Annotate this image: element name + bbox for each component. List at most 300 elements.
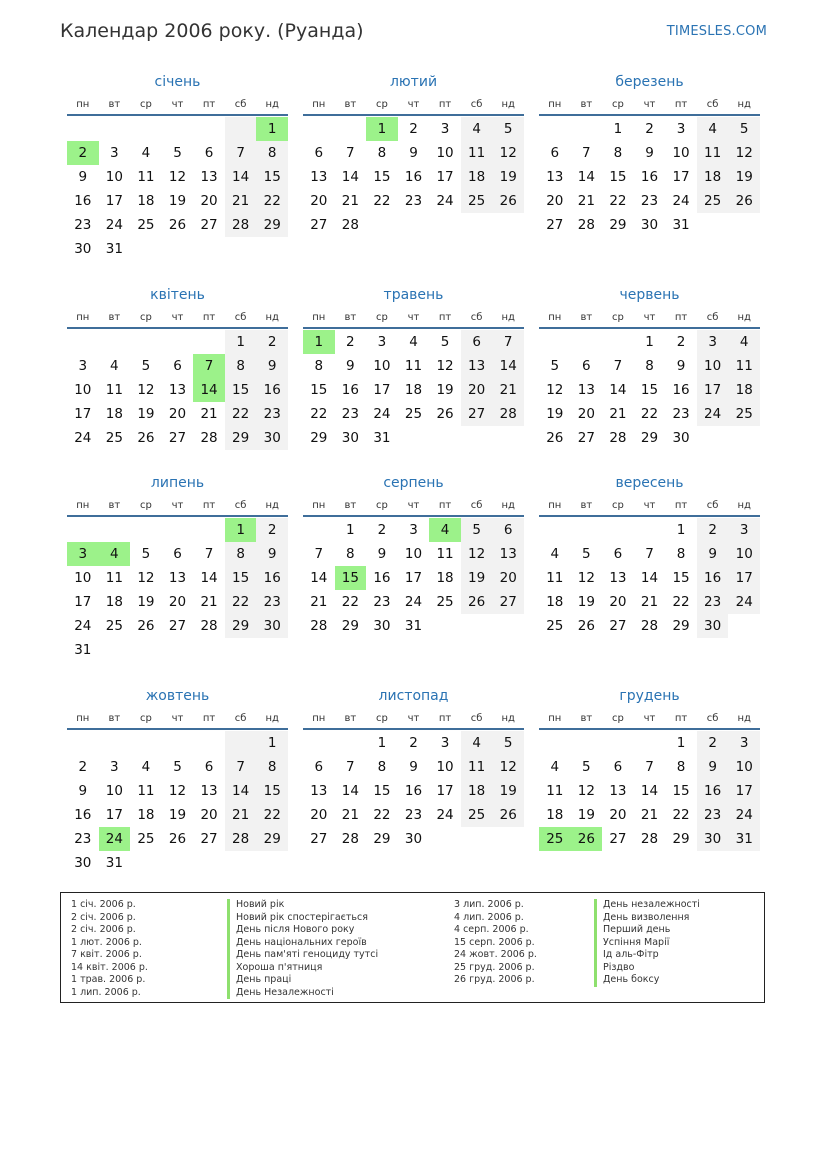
day-cell: 5 [141,358,151,374]
empty-cell [571,330,603,354]
page-title: Календар 2006 року. (Руанда) [60,20,364,42]
day-cell: 25 [728,402,760,426]
day-cell: 16 [640,169,659,185]
day-cell: 9 [78,783,88,799]
day-cell: 16 [404,783,423,799]
day-cell: 25 [461,189,493,213]
empty-cell [193,851,225,875]
weekday-label: пт [438,312,452,323]
weekday-label: чт [171,500,184,511]
day-cell: 13 [577,382,595,398]
holiday-date: 3 лип. 2006 р. [454,899,524,910]
weekday-header [67,309,288,329]
empty-cell [429,213,461,237]
day-cell: 29 [225,614,257,638]
holiday-date: 1 лют. 2006 р. [71,936,142,948]
day-cell: 27 [200,831,218,847]
day-cell: 16 [373,570,391,586]
weekday-label: чт [407,312,420,323]
day-cell: 28 [200,618,218,634]
day-cell: 18 [697,165,729,189]
weekday-label: сб [470,713,483,724]
weekday-label: ср [611,713,624,724]
empty-cell [193,117,225,141]
day-cell: 4 [409,334,418,350]
day-cell: 27 [168,618,187,634]
day-cell: 24 [74,618,92,634]
weekday-header [67,497,288,517]
day-cell: 22 [256,189,288,213]
holiday-name: День Незалежності [227,987,378,1000]
day-cell: 2 [67,141,99,165]
weekday-label: ср [375,713,388,724]
empty-cell [225,851,257,875]
month-9 [539,473,760,638]
weekday-label: вт [344,713,357,724]
day-cell: 29 [225,426,257,450]
day-cell: 17 [697,378,729,402]
day-cell: 1 [225,330,257,354]
day-cell: 25 [697,189,729,213]
empty-cell [130,518,162,542]
empty-cell [130,638,162,662]
day-cell: 20 [310,193,328,209]
day-cell: 26 [137,618,155,634]
holiday-name: День боксу [594,974,700,987]
day-cell: 15 [256,779,288,803]
day-cell: 8 [645,358,654,374]
day-cell: 11 [728,354,760,378]
weekday-label: пн [76,713,90,724]
day-cell: 11 [105,570,123,586]
day-cell: 23 [404,193,423,209]
day-cell: 20 [492,566,524,590]
day-cell: 8 [613,145,623,161]
weekday-label: пт [674,713,688,724]
day-cell: 28 [341,217,359,233]
day-cell: 20 [461,378,493,402]
day-cell: 3 [377,334,387,350]
day-cell: 2 [697,518,729,542]
day-cell: 25 [404,406,423,422]
weekday-label: сб [706,500,719,511]
day-cell: 22 [672,594,690,610]
day-cell: 17 [105,807,123,823]
empty-cell [461,213,493,237]
day-cell: 11 [546,570,564,586]
weekday-label: вт [344,312,357,323]
day-cell: 7 [314,546,324,562]
day-cell: 25 [436,594,454,610]
month-11 [303,686,524,851]
day-cell: 6 [582,358,591,374]
empty-cell [225,638,257,662]
day-cell: 20 [609,807,627,823]
day-cell: 25 [539,827,571,851]
day-cell: 6 [314,759,324,775]
day-cell: 3 [409,522,418,538]
day-cell: 4 [461,117,493,141]
day-grid [67,518,288,662]
weekday-label: нд [265,713,279,724]
weekday-label: вт [344,500,357,511]
day-cell: 17 [74,406,92,422]
weekday-label: сб [706,99,719,110]
weekday-label: нд [737,500,751,511]
day-cell: 14 [609,382,627,398]
empty-cell [99,330,131,354]
weekday-label: чт [643,99,656,110]
day-cell: 7 [193,354,225,378]
empty-cell [193,330,225,354]
weekday-label: пн [312,713,326,724]
day-cell: 13 [200,169,218,185]
day-cell: 28 [640,618,659,634]
month-title: жовтень [145,688,210,704]
day-cell: 15 [310,382,328,398]
day-cell: 5 [173,759,182,775]
day-cell: 19 [436,382,454,398]
day-cell: 18 [728,378,760,402]
day-cell: 7 [225,755,257,779]
day-cell: 30 [256,426,288,450]
weekday-label: пн [548,713,562,724]
holiday-name: Ід аль-Фітр [594,949,700,962]
weekday-label: чт [407,99,420,110]
empty-cell [539,117,571,141]
weekday-label: нд [737,713,751,724]
day-cell: 30 [640,217,659,233]
empty-cell [571,117,603,141]
day-cell: 11 [436,546,454,562]
day-cell: 10 [105,783,123,799]
day-cell: 24 [436,807,454,823]
empty-cell [162,731,194,755]
day-cell: 17 [74,594,92,610]
day-cell: 16 [672,382,690,398]
day-cell: 12 [137,570,155,586]
day-cell: 12 [137,382,155,398]
holiday-date: 24 жовт. 2006 р. [454,949,537,960]
holiday-date: 7 квіт. 2006 р. [71,949,142,960]
day-cell: 6 [204,759,214,775]
empty-cell [492,827,524,851]
day-cell: 19 [492,165,524,189]
day-cell: 26 [577,618,595,634]
weekday-label: сб [470,500,483,511]
day-cell: 23 [697,590,729,614]
weekday-label: пн [548,312,562,323]
day-cell: 24 [728,803,760,827]
day-cell: 20 [609,594,627,610]
day-cell: 3 [728,731,760,755]
weekday-label: вт [580,99,593,110]
holiday-name: День визволення [594,912,700,925]
day-cell: 18 [436,570,454,586]
day-cell: 26 [461,590,493,614]
empty-cell [162,117,194,141]
day-cell: 16 [74,193,92,209]
empty-cell [602,518,634,542]
day-cell: 8 [256,755,288,779]
day-cell: 14 [640,570,659,586]
day-cell: 11 [461,755,493,779]
weekday-header [539,309,760,329]
day-cell: 6 [613,759,623,775]
weekday-label: сб [234,500,247,511]
day-cell: 2 [256,518,288,542]
holiday-date: 26 груд. 2006 р. [454,974,535,985]
day-cell: 25 [546,618,564,634]
empty-cell [429,614,461,638]
month-title: лютий [389,74,438,90]
holiday-name: День праці [227,974,378,987]
weekday-label: сб [234,99,247,110]
day-cell: 11 [546,783,564,799]
day-cell: 7 [613,358,623,374]
holiday-name: День національних героїв [227,937,378,950]
weekday-label: пт [674,99,688,110]
weekday-label: нд [501,713,515,724]
month-8 [303,473,524,638]
day-cell: 2 [78,759,88,775]
day-cell: 1 [676,735,686,751]
weekday-header [539,96,760,116]
day-cell: 27 [461,402,493,426]
day-grid [67,117,288,261]
weekday-label: ср [375,312,388,323]
day-cell: 12 [492,141,524,165]
day-cell: 13 [168,382,187,398]
weekday-label: сб [706,312,719,323]
holiday-name: Успіння Марії [594,937,700,950]
day-cell: 11 [461,141,493,165]
day-cell: 5 [173,145,182,161]
empty-cell [130,237,162,261]
weekday-label: чт [171,713,184,724]
empty-cell [461,614,493,638]
day-cell: 27 [609,618,627,634]
day-cell: 14 [200,570,218,586]
day-cell: 19 [728,165,760,189]
day-cell: 21 [609,406,627,422]
weekday-label: ср [611,312,624,323]
day-cell: 9 [78,169,88,185]
day-cell: 14 [225,165,257,189]
empty-cell [461,426,493,450]
day-cell: 21 [640,807,659,823]
day-cell: 19 [546,406,564,422]
weekday-header [303,309,524,329]
empty-cell [303,518,335,542]
day-cell: 28 [225,213,257,237]
day-cell: 2 [676,334,686,350]
weekday-header [303,497,524,517]
day-cell: 26 [728,189,760,213]
holiday-date: 4 лип. 2006 р. [454,911,524,923]
day-cell: 24 [404,594,423,610]
empty-cell [366,213,398,237]
day-cell: 11 [105,382,123,398]
day-cell: 8 [225,542,257,566]
weekday-label: пт [674,500,688,511]
weekday-header [303,96,524,116]
empty-cell [130,117,162,141]
empty-cell [99,117,131,141]
day-cell: 26 [137,430,155,446]
day-cell: 24 [74,430,92,446]
day-cell: 20 [200,193,218,209]
day-cell: 27 [310,831,328,847]
holiday-date: 1 січ. 2006 р. [71,899,136,910]
weekday-label: чт [643,713,656,724]
day-grid [539,518,760,638]
weekday-label: вт [108,99,121,110]
holiday-date: 4 серп. 2006 р. [454,924,529,935]
day-cell: 14 [193,378,225,402]
weekday-label: нд [265,312,279,323]
day-cell: 14 [492,354,524,378]
site-link[interactable]: TIMESLES.COM [666,24,767,39]
empty-cell [728,614,760,638]
day-cell: 31 [728,827,760,851]
empty-cell [728,426,760,450]
day-cell: 10 [74,570,92,586]
day-cell: 31 [105,855,123,871]
day-cell: 13 [609,570,627,586]
weekday-label: чт [643,500,656,511]
day-cell: 24 [697,402,729,426]
day-cell: 2 [645,121,654,137]
empty-cell [256,638,288,662]
weekday-label: пн [312,312,326,323]
day-cell: 1 [676,522,686,538]
day-cell: 21 [225,189,257,213]
day-cell: 9 [256,354,288,378]
empty-cell [398,426,430,450]
day-cell: 7 [225,141,257,165]
day-cell: 16 [74,807,92,823]
day-cell: 10 [74,382,92,398]
day-cell: 30 [74,241,92,257]
weekday-label: чт [407,500,420,511]
day-cell: 14 [225,779,257,803]
day-cell: 1 [613,121,623,137]
day-cell: 23 [672,406,690,422]
day-cell: 24 [436,193,454,209]
day-cell: 26 [436,406,454,422]
day-cell: 25 [105,618,123,634]
holiday-list [60,892,765,1003]
weekday-label: нд [265,99,279,110]
day-cell: 15 [225,566,257,590]
day-grid [67,731,288,875]
day-cell: 9 [676,358,686,374]
empty-cell [67,117,99,141]
day-cell: 10 [728,542,760,566]
weekday-label: пн [312,99,326,110]
weekday-label: чт [171,99,184,110]
empty-cell [697,426,729,450]
weekday-label: вт [108,713,121,724]
day-cell: 31 [404,618,423,634]
day-cell: 4 [429,518,461,542]
day-cell: 27 [609,831,627,847]
empty-cell [162,851,194,875]
day-cell: 11 [404,358,423,374]
day-cell: 14 [310,570,328,586]
weekday-label: вт [108,312,121,323]
weekday-label: нд [501,99,515,110]
day-cell: 17 [436,783,454,799]
weekday-label: пт [202,312,216,323]
weekday-label: ср [139,713,152,724]
weekday-label: сб [706,713,719,724]
day-cell: 4 [110,358,119,374]
day-cell: 29 [310,430,328,446]
day-cell: 18 [461,165,493,189]
empty-cell [99,638,131,662]
day-cell: 24 [672,193,690,209]
empty-cell [67,330,99,354]
day-cell: 3 [78,358,88,374]
day-cell: 14 [640,783,659,799]
day-cell: 28 [609,430,627,446]
day-cell: 30 [74,855,92,871]
empty-cell [728,213,760,237]
day-cell: 6 [461,330,493,354]
weekday-label: пн [76,312,90,323]
day-cell: 22 [640,406,659,422]
day-cell: 26 [492,803,524,827]
day-cell: 4 [728,330,760,354]
weekday-label: пн [548,500,562,511]
empty-cell [492,213,524,237]
weekday-label: чт [407,713,420,724]
day-cell: 29 [640,430,659,446]
day-cell: 2 [697,731,729,755]
day-cell: 3 [440,121,450,137]
weekday-label: пт [438,500,452,511]
day-cell: 27 [168,430,187,446]
day-cell: 6 [173,358,182,374]
weekday-label: ср [375,500,388,511]
day-cell: 13 [461,354,493,378]
month-10 [67,686,288,875]
day-cell: 22 [609,193,627,209]
day-cell: 7 [492,330,524,354]
empty-cell [429,426,461,450]
empty-cell [67,731,99,755]
weekday-label: вт [344,99,357,110]
day-cell: 19 [577,807,595,823]
month-7 [67,473,288,662]
day-cell: 21 [200,594,218,610]
day-cell: 19 [137,594,155,610]
day-cell: 19 [168,807,187,823]
day-cell: 14 [341,169,359,185]
day-cell: 17 [436,169,454,185]
day-cell: 17 [728,566,760,590]
holiday-name: Різдво [594,962,700,975]
day-cell: 9 [409,759,418,775]
day-cell: 24 [728,590,760,614]
day-cell: 22 [225,590,257,614]
weekday-label: нд [501,500,515,511]
day-cell: 21 [577,193,595,209]
day-cell: 5 [582,759,591,775]
day-cell: 29 [256,827,288,851]
